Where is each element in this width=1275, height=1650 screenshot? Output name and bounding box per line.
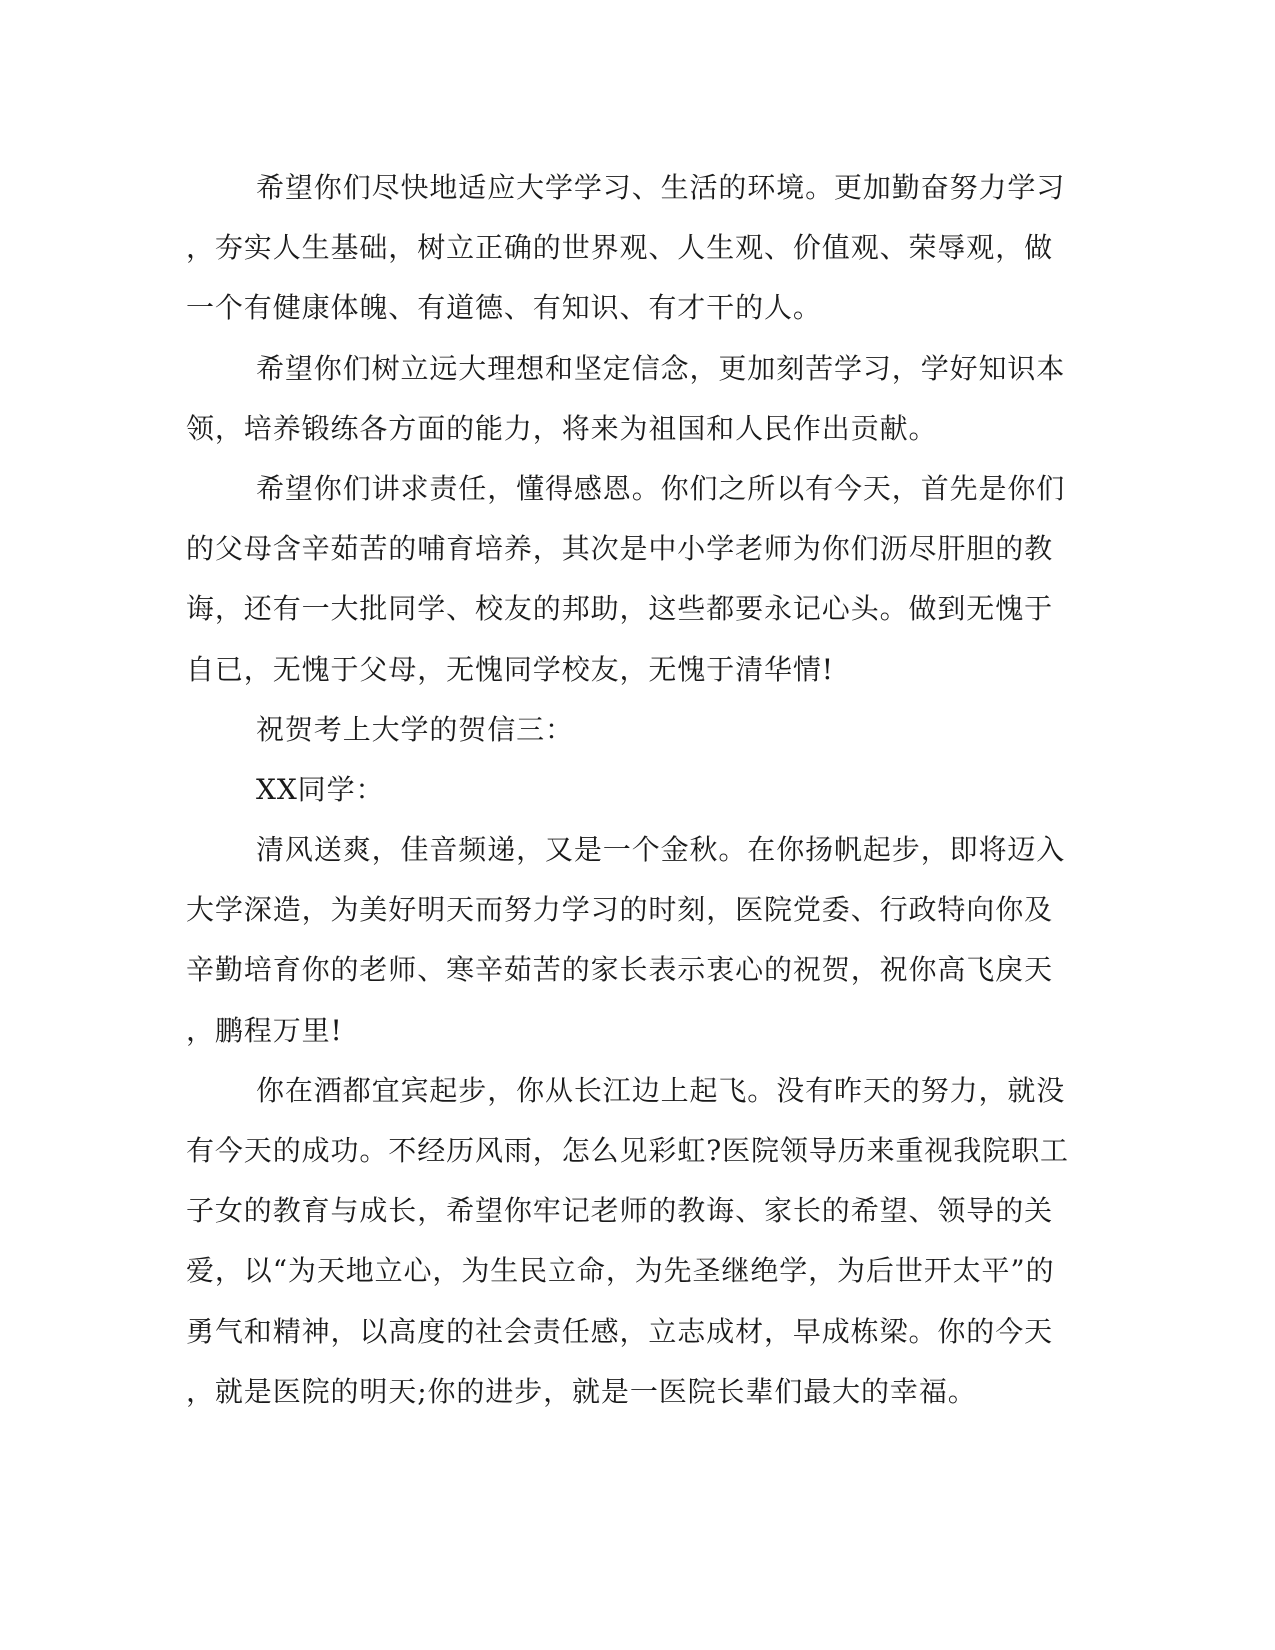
text-line: 诲，还有一大批同学、校友的邦助，这些都要永记心头。做到无愧于 (186, 592, 1054, 626)
document-body (186, 158, 1069, 1422)
text-line: 有今天的成功。不经历风雨，怎么见彩虹?医院领导历来重视我院职工 (186, 1134, 1069, 1167)
text-line: 领，培养锻练各方面的能力，将来为祖国和人民作出贡献。 (186, 411, 938, 445)
text-line: 希望你们讲求责任，懂得感恩。你们之所以有今天，首先是你们 (256, 471, 1066, 505)
text-line: 子女的教育与成长，希望你牢记老师的教诲、家长的希望、领导的关 (186, 1194, 1054, 1228)
text-line: 的父母含辛茹苦的哺育培养，其次是中小学老师为你们沥尽肝胆的教 (186, 532, 1054, 566)
text-line: 一个有健康体魄、有道德、有知识、有才干的人。 (186, 291, 822, 325)
section-heading: 祝贺考上大学的贺信三： (256, 712, 574, 746)
text-line: 辛勤培育你的老师、寒辛茹苦的家长表示衷心的祝贺，祝你高飞戾天 (186, 953, 1054, 987)
text-line: 你在酒都宜宾起步，你从长江边上起飞。没有昨天的努力，就没 (256, 1073, 1066, 1107)
text-line: ，就是医院的明天;你的进步，就是一医院长辈们最大的幸福。 (186, 1374, 977, 1408)
text-line: 大学深造，为美好明天而努力学习的时刻，医院党委、行政特向你及 (186, 893, 1054, 927)
text-line: 希望你们树立远大理想和坚定信念，更加刻苦学习，学好知识本 (256, 351, 1066, 385)
text-line: 自已，无愧于父母，无愧同学校友，无愧于清华情! (186, 652, 834, 686)
text-line: 希望你们尽快地适应大学学习、生活的环境。更加勤奋努力学习 (256, 171, 1066, 204)
text-line: ，鹏程万里! (186, 1013, 343, 1047)
text-line: 清风送爽，佳音频递，又是一个金秋。在你扬帆起步，即将迈入 (256, 833, 1066, 867)
salutation: XX同学： (256, 772, 385, 806)
text-line: ，夯实人生基础，树立正确的世界观、人生观、价值观、荣辱观，做 (186, 231, 1054, 265)
text-line: 勇气和精神，以高度的社会责任感，立志成材，早成栋梁。你的今天 (186, 1314, 1054, 1348)
text-line: 爱，以“为天地立心，为生民立命，为先圣继绝学，为后世开太平”的 (186, 1254, 1055, 1288)
